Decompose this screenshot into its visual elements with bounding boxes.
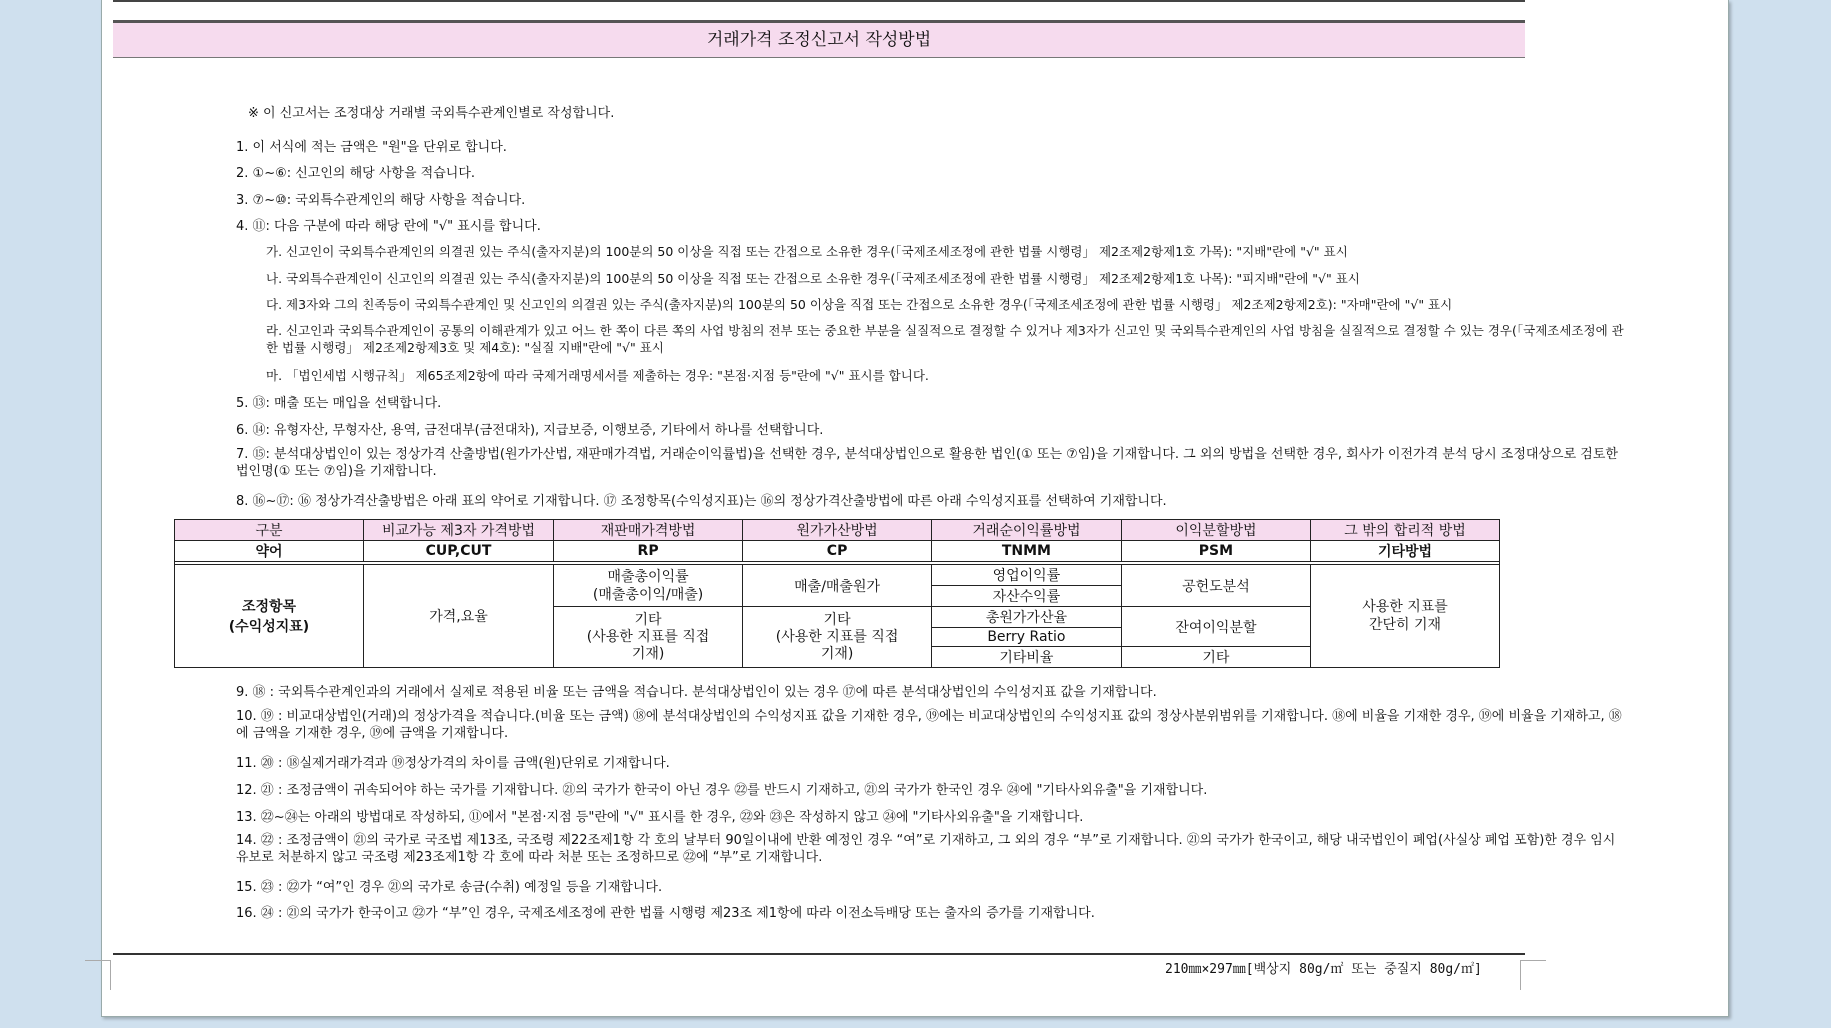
table-header: 원가가산방법 [743,520,932,541]
tnmm-cell: 영업이익률 [932,565,1122,586]
sub-list-item: 마. 「법인세법 시행규칙」 제65조제2항에 따라 국제거래명세서를 제출하는 경우: "본점·지점 등"란에 "√" 표시를 합니다. [266,368,929,383]
psm-cell: 잔여이익분할 [1121,607,1310,647]
list-item: 15. ㉓ : ㉒가 “여”인 경우 ㉑의 국가로 송금(수취) 예정일 등을 기재합니다. [236,880,663,895]
sub-list-item: 나. 국외특수관계인이 신고인의 의결권 있는 주식(출자지분)의 100분의 50 이상을 직접 또는 간접으로 소유한 경우(「국제조세조정에 관한 법률 시행령」 제2조제2항제1호 나목): "피지배"란에 "√" 표시 [266,271,1360,286]
list-item: 16. ㉔ : ㉑의 국가가 한국이고 ㉒가 “부”인 경우, 국제조세조정에 관한 법률 시행령 제23조 제1항에 따라 이전소득배당 또는 출자의 증가를 기재합니다. [236,906,1095,921]
list-item: 8. ⑯~⑰: ⑯ 정상가격산출방법은 아래 표의 약어로 기재합니다. ⑰ 조정항목(수익성지표)는 ⑯의 정상가격산출방법에 따른 아래 수익성지표를 선택하여 기재합니다. [236,494,1167,509]
crop-mark [1520,960,1521,990]
abbr-cell: TNMM [932,541,1122,562]
notice-text: ※ 이 신고서는 조정대상 거래별 국외특수관계인별로 작성합니다. [248,106,615,121]
rp-top-cell: 매출총이익률 (매출총이익/매출) [554,565,743,607]
abbr-cell: RP [554,541,743,562]
abbr-label: 약어 [175,541,364,562]
list-item: 11. ⑳ : ⑱실제거래가격과 ⑲정상가격의 차이를 금액(원)단위로 기재합니다. [236,756,670,771]
table-header: 이익분할방법 [1121,520,1310,541]
abbr-cell: PSM [1121,541,1310,562]
table-header: 구분 [175,520,364,541]
crop-mark [85,960,111,961]
sub-list-item: 다. 제3자와 그의 친족등이 국외특수관계인 및 신고인의 의결권 있는 주식(출자지분)의 100분의 50 이상을 직접 또는 간접으로 소유한 경우(「국제조세조정에 관한 법률 시행령」 제2조제2항제2호): "자매"란에 "√" 표시 [266,297,1453,312]
list-item: 12. ㉑ : 조정금액이 귀속되어야 하는 국가를 기재합니다. ㉑의 국가가 한국이 아닌 경우 ㉒를 반드시 기재하고, ㉑의 국가가 한국인 경우 ㉔에 "기타사외유출"을 기재합니다. [236,783,1208,798]
list-item: 3. ⑦~⑩: 국외특수관계인의 해당 사항을 적습니다. [236,193,526,208]
list-item: 7. ⑮: 분석대상법인이 있는 정상가격 산출방법(원가가산법, 재판매가격법, 거래순이익률법)을 선택한 경우, 분석대상법인으로 활용한 법인(① 또는 ⑦임)을 기재합니다. 그 외의 방법을 선택한 경우, 회사가 이전가격 분석 당시 조정대상으로 검토한 법인명(① 또는 ⑦임)을 기재합니다. [236,447,1618,479]
abbr-cell: CP [743,541,932,562]
list-item: 5. ⑬: 매출 또는 매입을 선택합니다. [236,396,442,411]
cp-bottom-cell: 기타 (사용한 지표를 직접 기재) [743,607,932,668]
tnmm-cell: 기타비율 [932,647,1122,668]
crop-mark [1520,960,1546,961]
list-item: 14. ㉒ : 조정금액이 ㉑의 국가로 국조법 제13조, 국조령 제22조제1항 각 호의 날부터 90일이내에 반환 예정인 경우 “여”로 기재하고, 그 외의 경우 “부”로 기재합니다. ㉑의 국가가 한국이고, 해당 내국법인이 폐업(사실상 폐업 포함)한 경우 임시유보로 처분하지 않고 국조령 제23조제1항 각 호에 따라 처분 또는 조정하므로 ㉒에 “부”로 기재합니다. [236,833,1616,865]
top-rule [113,0,1525,2]
psm-cell: 공헌도분석 [1121,565,1310,607]
abbr-cell: 기타방법 [1311,541,1500,562]
abbr-cell: CUP,CUT [363,541,553,562]
sub-list-item: 가. 신고인이 국외특수관계인의 의결권 있는 주식(출자지분)의 100분의 50 이상을 직접 또는 간접으로 소유한 경우(「국제조세조정에 관한 법률 시행령」 제2조제2항제1호 가목): "지배"란에 "√" 표시 [266,244,1348,259]
table-header: 비교가능 제3자 가격방법 [363,520,553,541]
list-item: 1. 이 서식에 적는 금액은 "원"을 단위로 합니다. [236,140,507,155]
tnmm-cell: 총원가가산율 [932,607,1122,628]
tnmm-cell: 자산수익률 [932,586,1122,607]
tnmm-cell: Berry Ratio [932,628,1122,647]
list-item: 13. ㉒~㉔는 아래의 방법대로 작성하되, ⑪에서 "본점·지점 등"란에 "√" 표시를 한 경우, ㉒와 ㉓은 작성하지 않고 ㉔에 "기타사외유출"을 기재합니다. [236,810,1084,825]
cup-cell: 가격,요율 [363,565,553,668]
list-item: 10. ⑲ : 비교대상법인(거래)의 정상가격을 적습니다.(비율 또는 금액) ⑱에 분석대상법인의 수익성지표 값을 기재한 경우, ⑲에는 비교대상법인의 수익성지표 값의 정상사분위범위를 기재합니다. ⑱에 비율을 기재한 경우, ⑲에 비율을 기재하고, ⑱에 금액을 기재한 경우, ⑲에 금액을 기재합니다. [236,709,1622,741]
sub-list-item: 라. 신고인과 국외특수관계인이 공통의 이해관계가 있고 어느 한 쪽이 다른 쪽의 사업 방침의 전부 또는 중요한 부분을 실질적으로 결정할 수 있거나 제3자가 신고인 및 국외특수관계인의 사업 방침을 실질적으로 결정할 수 있는 경우(「국제조세조정에 관한 법률 시행령」 제2조제2항제3호 및 제4호): "실질 지배"란에 "√" 표시 [266,323,1624,355]
method-table [174,519,1500,668]
list-item: 4. ⑪: 다음 구분에 따라 해당 란에 "√" 표시를 합니다. [236,219,541,234]
table-header: 거래순이익률방법 [932,520,1122,541]
page-title: 거래가격 조정신고서 작성방법 [113,20,1525,58]
crop-mark [110,960,111,990]
psm-cell: 기타 [1121,647,1310,668]
row-label: 조정항목 (수익성지표) [175,565,364,668]
paper-spec: 210㎜×297㎜[백상지 80g/㎡ 또는 중질지 80g/㎡] [1165,962,1482,977]
list-item: 2. ①~⑥: 신고인의 해당 사항을 적습니다. [236,166,476,181]
footer-rule [113,953,1525,955]
other-cell: 사용한 지표를 간단히 기재 [1311,565,1500,668]
list-item: 6. ⑭: 유형자산, 무형자산, 용역, 금전대부(금전대차), 지급보증, 이행보증, 기타에서 하나를 선택합니다. [236,423,824,438]
rp-bottom-cell: 기타 (사용한 지표를 직접 기재) [554,607,743,668]
table-header: 그 밖의 합리적 방법 [1311,520,1500,541]
table-header: 재판매가격방법 [554,520,743,541]
list-item: 9. ⑱ : 국외특수관계인과의 거래에서 실제로 적용된 비율 또는 금액을 적습니다. 분석대상법인이 있는 경우 ⑰에 따른 분석대상법인의 수익성지표 값을 기재합니다. [236,685,1157,700]
cp-top-cell: 매출/매출원가 [743,565,932,607]
